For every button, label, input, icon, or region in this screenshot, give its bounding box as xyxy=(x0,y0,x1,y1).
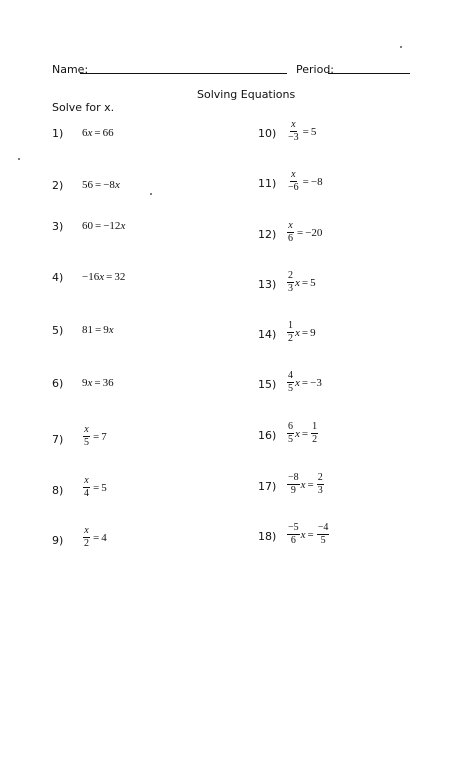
equation-7: $\frac{x}{5}$ = 7 xyxy=(84,424,107,448)
equation-9: $\frac{x}{2}$ = 4 xyxy=(84,525,107,549)
problem-number-7: 7) xyxy=(52,433,64,446)
problem-number-2: 2) xyxy=(52,179,64,192)
equation-4: −16 x = 32 xyxy=(82,271,126,283)
scan-speck xyxy=(400,46,402,48)
problem-number-17: 17) xyxy=(258,480,277,493)
scan-speck xyxy=(18,158,20,160)
period-blank[interactable] xyxy=(328,73,410,74)
equation-3: 60 = −12 x xyxy=(82,220,126,232)
equation-1: 6 x = 66 xyxy=(82,127,114,139)
equation-16: $\frac{6}{5}$ x = $\frac{1}{2}$ xyxy=(288,421,318,445)
name-blank[interactable] xyxy=(80,73,287,74)
equation-15: $\frac{4}{5}$ x = −3 xyxy=(288,370,322,394)
problem-number-11: 11) xyxy=(258,177,277,190)
equation-11: $\frac{x}{-6}$ = −8 xyxy=(288,169,323,193)
equation-5: 81 = 9 x xyxy=(82,324,114,336)
period-label: Period: xyxy=(296,63,335,76)
equation-10: $\frac{x}{-3}$ = 5 xyxy=(288,119,317,143)
equation-8: $\frac{x}{4}$ = 5 xyxy=(84,475,107,499)
problem-number-14: 14) xyxy=(258,328,277,341)
problem-number-4: 4) xyxy=(52,271,64,284)
problem-number-18: 18) xyxy=(258,530,277,543)
instructions: Solve for x. xyxy=(52,101,115,114)
equation-12: $\frac{x}{6}$ = −20 xyxy=(288,220,323,244)
scan-speck xyxy=(150,193,152,195)
equation-6: 9 x = 36 xyxy=(82,377,114,389)
equation-18: $\frac{-5}{6}$ x = $\frac{-4}{5}$ xyxy=(288,522,329,546)
problem-number-16: 16) xyxy=(258,429,277,442)
problem-number-6: 6) xyxy=(52,377,64,390)
problem-number-5: 5) xyxy=(52,324,64,337)
equation-14: $\frac{1}{2}$ x = 9 xyxy=(288,320,316,344)
problem-number-10: 10) xyxy=(258,127,277,140)
problem-number-8: 8) xyxy=(52,484,64,497)
problem-number-1: 1) xyxy=(52,127,64,140)
equation-17: $\frac{-8}{9}$ x = $\frac{2}{3}$ xyxy=(288,472,323,496)
equation-13: $\frac{2}{3}$ x = 5 xyxy=(288,270,316,294)
problem-number-12: 12) xyxy=(258,228,277,241)
problem-number-9: 9) xyxy=(52,534,64,547)
name-label: Name: xyxy=(52,63,89,76)
problem-number-13: 13) xyxy=(258,278,277,291)
problem-number-15: 15) xyxy=(258,378,277,391)
worksheet-title: Solving Equations xyxy=(197,88,296,101)
problem-number-3: 3) xyxy=(52,220,64,233)
equation-2: 56 = −8 x xyxy=(82,179,120,191)
